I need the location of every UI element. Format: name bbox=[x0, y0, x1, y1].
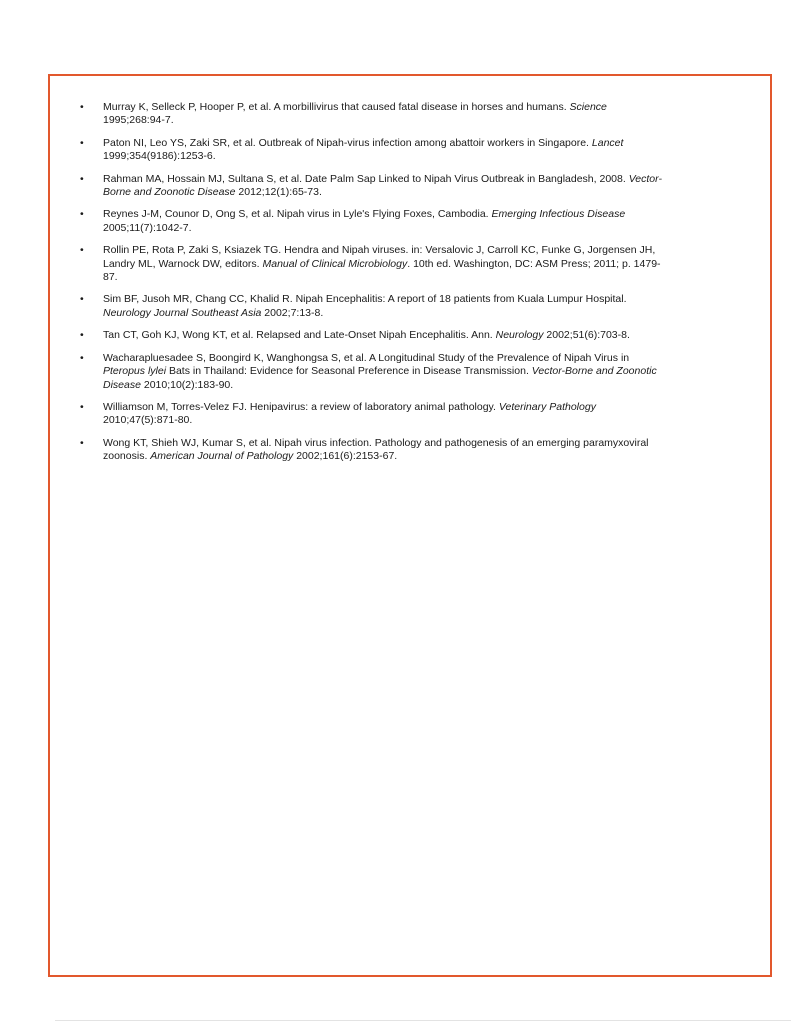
reference-item bbox=[80, 437, 750, 464]
reference-segment-italic: Emerging Infectious Disease bbox=[491, 208, 626, 221]
reference-line bbox=[103, 258, 750, 271]
reference-segment: 87. bbox=[103, 271, 118, 284]
reference-line bbox=[103, 437, 750, 450]
bullet-icon: • bbox=[80, 101, 84, 113]
reference-segment-italic: Neurology Journal Southeast Asia bbox=[103, 306, 262, 319]
reference-text bbox=[103, 244, 750, 284]
reference-text bbox=[103, 437, 750, 464]
reference-item bbox=[80, 352, 750, 392]
reference-item bbox=[80, 208, 750, 235]
reference-item bbox=[80, 173, 750, 200]
reference-line bbox=[103, 414, 750, 427]
bullet-icon: • bbox=[80, 208, 84, 221]
reference-item bbox=[80, 293, 750, 320]
reference-line bbox=[103, 271, 750, 284]
bullet-icon: • bbox=[80, 400, 84, 413]
bullet-icon: • bbox=[80, 136, 84, 149]
reference-segment-italic: Vector- bbox=[628, 172, 662, 185]
reference-line bbox=[103, 352, 750, 365]
reference-segment: Murray K, Selleck P, Hooper P, et al. A morbillivirus that caused fatal disease in horses and humans. bbox=[103, 101, 570, 113]
reference-line bbox=[103, 173, 750, 186]
reference-segment: 2002;7:13-8. bbox=[261, 306, 324, 319]
reference-segment: zoonosis. bbox=[103, 450, 151, 463]
reference-text bbox=[103, 137, 750, 164]
page-bottom-edge-line bbox=[55, 1020, 791, 1021]
reference-segment: Wacharapluesadee S, Boongird K, Wanghongsa S, et al. A Longitudinal Study of the Prevalence of Nipah Virus in bbox=[103, 351, 630, 364]
reference-segment: Paton NI, Leo YS, Zaki SR, et al. Outbreak of Nipah-virus infection among abattoir workers in Singapore. bbox=[103, 136, 592, 149]
reference-line bbox=[103, 137, 750, 150]
reference-segment: Rahman MA, Hossain MJ, Sultana S, et al. Date Palm Sap Linked to Nipah Virus Outbreak in Bangladesh, 2008. bbox=[103, 172, 629, 185]
reference-segment: 2005;11(7):1042-7. bbox=[103, 221, 192, 234]
bullet-icon: • bbox=[80, 172, 84, 185]
bullet-icon: • bbox=[80, 329, 84, 342]
reference-segment-italic: Neurology bbox=[495, 329, 544, 342]
reference-line bbox=[103, 379, 750, 392]
reference-line bbox=[103, 450, 750, 463]
reference-text bbox=[103, 173, 750, 200]
reference-segment: . 10th ed. Washington, DC: ASM Press; 2011; p. 1479- bbox=[407, 257, 661, 270]
reference-line bbox=[103, 365, 750, 378]
reference-segment: 2010;47(5):871-80. bbox=[103, 414, 193, 427]
reference-item bbox=[80, 244, 750, 284]
reference-text bbox=[103, 101, 750, 128]
reference-segment: 2012;12(1):65-73. bbox=[235, 186, 322, 199]
reference-segment-italic: Manual of Clinical Microbiology bbox=[262, 257, 408, 270]
bullet-icon: • bbox=[80, 436, 84, 449]
reference-text bbox=[103, 293, 750, 320]
reference-segment-italic: Veterinary Pathology bbox=[498, 400, 596, 413]
reference-segment: 1995;268:94-7. bbox=[103, 114, 174, 127]
reference-segment: Rollin PE, Rota P, Zaki S, Ksiazek TG. Hendra and Nipah viruses. in: Versalovic J, Carroll KC, Funke G, Jorgensen JH, bbox=[103, 244, 656, 257]
reference-segment: Sim BF, Jusoh MR, Chang CC, Khalid R. Nipah Encephalitis: A report of 18 patients from Kuala Lumpur Hospital. bbox=[103, 293, 627, 306]
reference-segment: 1999;354(9186):1253-6. bbox=[103, 150, 216, 163]
reference-segment: 2010;10(2):183-90. bbox=[140, 378, 234, 391]
reference-line bbox=[103, 307, 750, 320]
reference-segment: 2002;51(6):703-8. bbox=[543, 329, 630, 342]
bullet-icon: • bbox=[80, 244, 84, 257]
reference-segment: Reynes J-M, Counor D, Ong S, et al. Nipah virus in Lyle's Flying Foxes, Cambodia. bbox=[103, 208, 492, 221]
reference-line bbox=[103, 222, 750, 235]
reference-text bbox=[103, 329, 750, 342]
bullet-icon: • bbox=[80, 293, 84, 306]
reference-segment: Bats in Thailand: Evidence for Seasonal Preference in Disease Transmission. bbox=[166, 365, 532, 378]
reference-line bbox=[103, 293, 750, 306]
reference-line bbox=[103, 114, 750, 127]
reference-line bbox=[103, 329, 750, 342]
reference-line bbox=[103, 101, 750, 114]
reference-item bbox=[80, 137, 750, 164]
reference-line bbox=[103, 401, 750, 414]
reference-line bbox=[103, 244, 750, 257]
reference-text bbox=[103, 401, 750, 428]
reference-segment-italic: Borne and Zoonotic Disease bbox=[103, 186, 236, 199]
reference-segment: Tan CT, Goh KJ, Wong KT, et al. Relapsed and Late-Onset Nipah Encephalitis. Ann. bbox=[103, 329, 496, 342]
reference-segment-italic: Disease bbox=[103, 378, 141, 391]
reference-line bbox=[103, 186, 750, 199]
reference-item bbox=[80, 401, 750, 428]
reference-segment-italic: American Journal of Pathology bbox=[150, 450, 294, 463]
reference-item bbox=[80, 329, 750, 342]
content-border-frame bbox=[48, 74, 772, 977]
reference-text bbox=[103, 352, 750, 392]
reference-segment: Williamson M, Torres-Velez FJ. Henipavirus: a review of laboratory animal pathology. bbox=[103, 400, 499, 413]
reference-text bbox=[103, 208, 750, 235]
reference-item bbox=[80, 101, 750, 128]
reference-segment: Landry ML, Warnock DW, editors. bbox=[103, 257, 263, 270]
reference-segment: 2002;161(6):2153-67. bbox=[293, 450, 398, 463]
reference-line bbox=[103, 208, 750, 221]
bullet-icon: • bbox=[80, 351, 84, 364]
reference-segment-italic: Science bbox=[569, 101, 607, 113]
reference-segment-italic: Vector-Borne and Zoonotic bbox=[531, 365, 657, 378]
reference-segment-italic: Pteropus lylei bbox=[103, 365, 167, 378]
reference-list bbox=[50, 76, 770, 464]
reference-segment: Wong KT, Shieh WJ, Kumar S, et al. Nipah virus infection. Pathology and pathogenesis of an emerging paramyxoviral bbox=[103, 436, 649, 449]
reference-segment-italic: Lancet bbox=[591, 136, 624, 149]
reference-line bbox=[103, 150, 750, 163]
